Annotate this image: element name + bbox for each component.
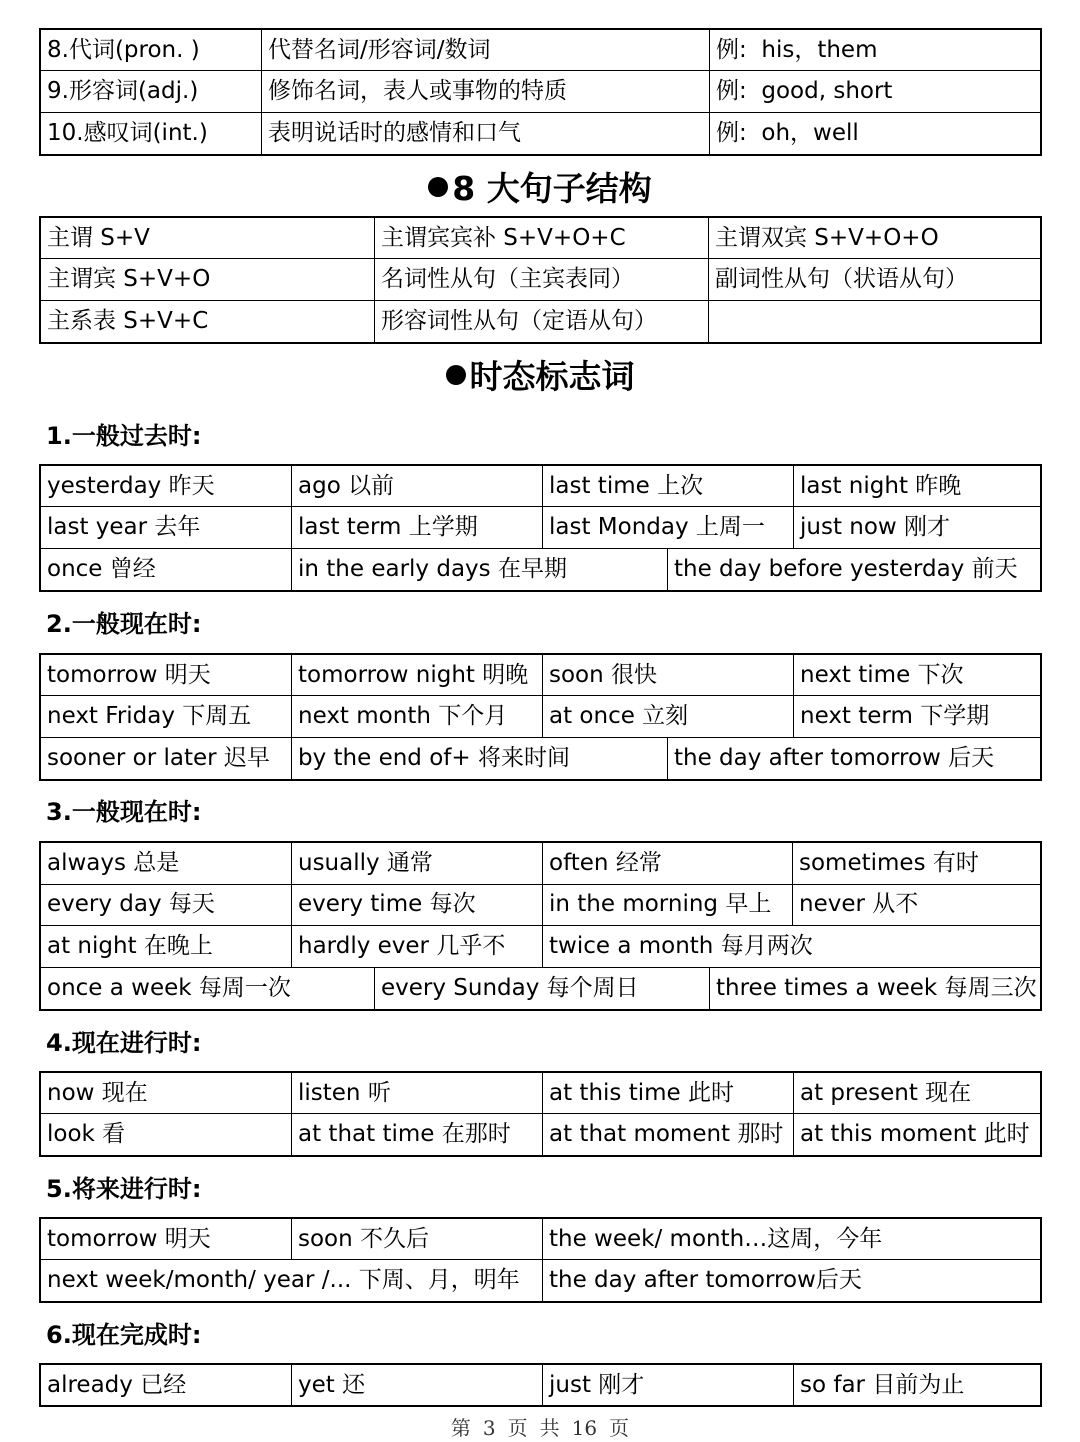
tense-cell: next month 下个月 (292, 696, 543, 737)
tense-cell: at this moment 此时 (800, 1121, 1030, 1147)
tense-cell: ago 以前 (292, 466, 543, 507)
footer-text: 第 (450, 1416, 471, 1440)
sentence-structure-title: 8 大句子结构 (0, 172, 1080, 205)
tense-cell: at that moment 那时 (543, 1114, 794, 1155)
tense-cell: sometimes 有时 (793, 843, 1040, 885)
sentence-structure-table (39, 216, 1042, 344)
tense-cell: by the end of+ 将来时间 (292, 738, 668, 779)
tense-cell: next Friday 下周五 (41, 696, 292, 737)
tense-cell: tomorrow 明天 (41, 655, 292, 696)
tense-table-present (39, 841, 1042, 1011)
tense-heading-continuous: 4.现在进行时: (46, 1029, 202, 1057)
pos-cell: 例: his，them (710, 30, 1040, 71)
tense-cell: tomorrow 明天 (41, 1219, 292, 1260)
tense-cell: now 现在 (41, 1073, 292, 1114)
tense-cell: at night 在晚上 (41, 926, 292, 968)
tense-cell: tomorrow night 明晚 (292, 655, 543, 696)
tense-cell: last time 上次 (543, 466, 794, 507)
sentence-cell: 形容词性从句（定语从句） (375, 301, 709, 342)
page-number: 3 (482, 1416, 496, 1440)
tense-cell: last night 昨晚 (794, 466, 1040, 507)
tense-cell: every day 每天 (41, 885, 292, 927)
tense-cell: next term 下学期 (794, 696, 1040, 737)
tense-cell: so far 目前为止 (800, 1371, 965, 1398)
tense-table-future (39, 653, 1042, 781)
tense-cell: already 已经 (41, 1365, 292, 1405)
tense-cell: just 刚才 (543, 1365, 794, 1405)
footer-text: 页 (609, 1416, 630, 1440)
pos-cell: 修饰名词，表人或事物的特质 (262, 71, 710, 112)
sentence-cell: 主系表 S+V+C (41, 301, 375, 342)
tense-cell: soon 很快 (543, 655, 794, 696)
pos-cell: 8.代词(pron. ) (41, 30, 262, 71)
tense-cell: at that time 在那时 (292, 1114, 543, 1155)
page-footer (0, 1412, 1080, 1441)
pos-cell: 10.感叹词(int.) (41, 113, 262, 154)
sentence-cell: 主谓 S+V (41, 218, 375, 259)
sentence-cell: 主谓宾 S+V+O (41, 259, 375, 300)
footer-text: 共 (539, 1416, 560, 1440)
tense-cell: just now 刚才 (794, 507, 1040, 548)
tense-cell: never 从不 (793, 885, 1040, 927)
total-pages: 16 (571, 1416, 598, 1440)
tense-cell: yet 还 (292, 1365, 543, 1405)
tense-table-perfect (39, 1363, 1042, 1407)
sentence-cell: 名词性从句（主宾表同） (375, 259, 709, 300)
tense-table-continuous (39, 1071, 1042, 1157)
tense-heading-present: 3.一般现在时: (46, 798, 202, 826)
bullet-dot-icon (428, 177, 448, 197)
tense-cell: the day after tomorrow后天 (549, 1267, 862, 1293)
footer-text: 页 (507, 1416, 528, 1440)
tense-cell: the day after tomorrow 后天 (674, 744, 995, 771)
tense-cell: yesterday 昨天 (41, 466, 292, 507)
tense-table-future-continuous (39, 1217, 1042, 1303)
tense-cell: usually 通常 (292, 843, 543, 885)
tense-cell: last year 去年 (41, 507, 292, 548)
tense-cell: the week/ month…这周，今年 (543, 1219, 1040, 1260)
tense-cell: next time 下次 (794, 655, 1040, 696)
tense-cell: soon 不久后 (292, 1219, 543, 1260)
tense-cell: always 总是 (41, 843, 292, 885)
tense-cell: in the morning 早上 (543, 885, 793, 927)
tense-cell: at once 立刻 (543, 696, 794, 737)
tense-cell: at this time 此时 (543, 1073, 794, 1114)
tense-cell: once a week 每周一次 (41, 968, 375, 1010)
tense-table-past (39, 464, 1042, 592)
sentence-cell (709, 301, 1040, 342)
tense-heading-future: 2.一般现在时: (46, 610, 202, 638)
tense-cell: three times a week 每周三次 (716, 974, 1037, 1001)
tense-cell: twice a month 每月两次 (543, 926, 1040, 968)
tense-heading-future-continuous: 5.将来进行时: (46, 1175, 202, 1203)
tense-cell: often 经常 (543, 843, 793, 885)
tense-cell: listen 听 (292, 1073, 543, 1114)
pos-cell: 表明说话时的感情和口气 (262, 113, 710, 154)
sentence-cell: 主谓双宾 S+V+O+O (709, 218, 1040, 259)
tense-cell: every Sunday 每个周日 (375, 968, 710, 1010)
pos-cell: 例: good, short (710, 71, 1040, 112)
tense-cell: once 曾经 (41, 549, 292, 590)
tense-cell: last term 上学期 (292, 507, 543, 548)
tense-heading-past: 1.一般过去时: (46, 422, 202, 450)
pos-cell: 代替名词/形容词/数词 (262, 30, 710, 71)
pos-cell: 9.形容词(adj.) (41, 71, 262, 112)
tense-cell: hardly ever 几乎不 (292, 926, 543, 968)
tense-markers-title: 时态标志词 (0, 360, 1080, 393)
tense-cell: the day before yesterday 前天 (674, 555, 1018, 582)
sentence-cell: 主谓宾宾补 S+V+O+C (375, 218, 709, 259)
tense-cell: last Monday 上周一 (543, 507, 794, 548)
tense-heading-perfect: 6.现在完成时: (46, 1321, 202, 1349)
sentence-cell: 副词性从句（状语从句） (709, 259, 1040, 300)
parts-of-speech-table (39, 28, 1042, 156)
tense-cell: in the early days 在早期 (292, 549, 668, 590)
tense-cell: sooner or later 迟早 (41, 738, 292, 779)
tense-cell: every time 每次 (292, 885, 543, 927)
tense-cell: at present 现在 (794, 1073, 1040, 1114)
tense-cell: look 看 (41, 1114, 292, 1155)
pos-cell: 例: oh，well (716, 119, 859, 146)
bullet-dot-icon (446, 365, 466, 385)
tense-cell: next week/month/ year /... 下周、月，明年 (41, 1260, 543, 1301)
